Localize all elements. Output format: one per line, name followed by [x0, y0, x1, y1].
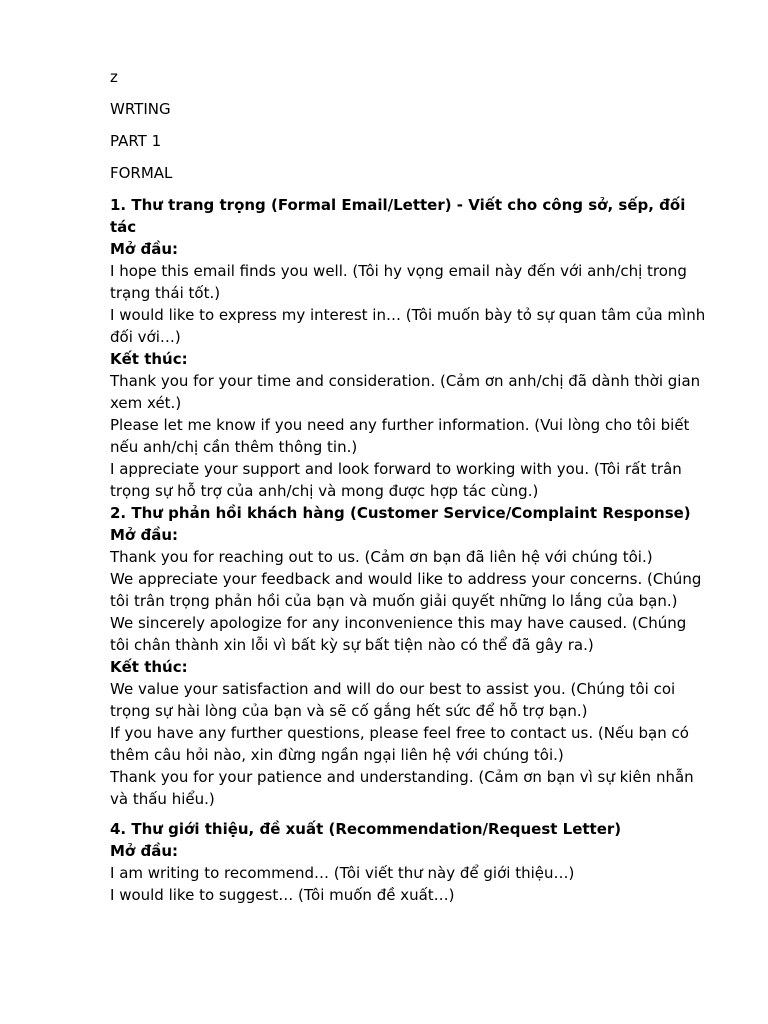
opening-phrase: I hope this email finds you well. (Tôi hy vọng email này đến với anh/chị trong trạng thái tốt.)	[110, 262, 687, 302]
section-title: 1. Thư trang trọng (Formal Email/Letter) - Viết cho công sở, sếp, đối tác	[110, 196, 686, 236]
document-page	[110, 66, 710, 906]
section-2	[110, 502, 710, 810]
section-title: 4. Thư giới thiệu, đề xuất (Recommendation/Request Letter)	[110, 820, 622, 838]
opening-phrase: We appreciate your feedback and would like to address your concerns. (Chúng tôi trân trọng phản hồi của bạn và muốn giải quyết những lo lắng của bạn.)	[110, 570, 702, 610]
section-4	[110, 818, 710, 906]
closing-label: Kết thúc:	[110, 350, 188, 368]
closing-label: Kết thúc:	[110, 658, 188, 676]
closing-phrase: If you have any further questions, please feel free to contact us. (Nếu bạn có thêm câu hỏi nào, xin đừng ngần ngại liên hệ với chúng tôi.)	[110, 724, 689, 764]
closing-phrase: Please let me know if you need any further information. (Vui lòng cho tôi biết nếu anh/chị cần thêm thông tin.)	[110, 416, 690, 456]
opening-label: Mở đầu:	[110, 842, 178, 860]
opening-phrase: I would like to suggest… (Tôi muốn đề xuất…)	[110, 886, 455, 904]
closing-phrase: Thank you for your patience and understanding. (Cảm ơn bạn vì sự kiên nhẫn và thấu hiểu.)	[110, 768, 694, 808]
header-formal: FORMAL	[110, 164, 173, 182]
header-writing: WRTING	[110, 100, 171, 118]
closing-phrase: We value your satisfaction and will do our best to assist you. (Chúng tôi coi trọng sự hài lòng của bạn và sẽ cố gắng hết sức để hỗ trợ bạn.)	[110, 680, 676, 720]
opening-phrase: I am writing to recommend… (Tôi viết thư này để giới thiệu…)	[110, 864, 575, 882]
opening-label: Mở đầu:	[110, 240, 178, 258]
opening-phrase: I would like to express my interest in… (Tôi muốn bày tỏ sự quan tâm của mình đối với…)	[110, 306, 706, 346]
closing-phrase: Thank you for your time and consideration. (Cảm ơn anh/chị đã dành thời gian xem xét.)	[110, 372, 701, 412]
opening-phrase: Thank you for reaching out to us. (Cảm ơn bạn đã liên hệ với chúng tôi.)	[110, 548, 653, 566]
opening-phrase: We sincerely apologize for any inconvenience this may have caused. (Chúng tôi chân thành xin lỗi vì bất kỳ sự bất tiện nào có thể đã gây ra.)	[110, 614, 687, 654]
section-1	[110, 194, 710, 502]
section-title: 2. Thư phản hồi khách hàng (Customer Service/Complaint Response)	[110, 504, 691, 522]
header-z: z	[110, 68, 118, 86]
opening-label: Mở đầu:	[110, 526, 178, 544]
header-part: PART 1	[110, 132, 162, 150]
closing-phrase: I appreciate your support and look forward to working with you. (Tôi rất trân trọng sự hỗ trợ của anh/chị và mong được hợp tác cùng.)	[110, 460, 682, 500]
